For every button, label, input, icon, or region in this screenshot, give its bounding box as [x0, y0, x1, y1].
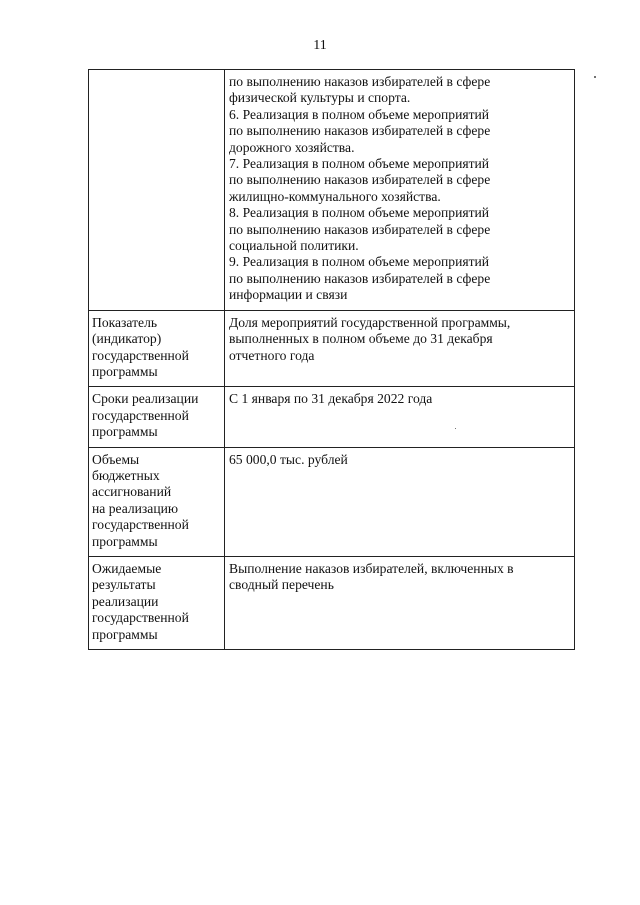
program-passport-table	[88, 69, 575, 650]
scan-speck	[594, 76, 596, 78]
row-value-line: информации и связи	[229, 287, 348, 303]
row-label-cell	[89, 447, 225, 556]
row-value-line: 9. Реализация в полном объеме мероприятий	[229, 254, 490, 270]
row-label-line: ассигнований	[92, 484, 172, 500]
scan-speck	[455, 428, 456, 429]
row-value-line: физической культуры и спорта.	[229, 90, 411, 106]
row-label-line: программы	[92, 363, 158, 379]
row-value-line: Выполнение наказов избирателей, включенных в	[229, 560, 514, 576]
row-label-line: (индикатор)	[92, 331, 162, 347]
row-value-line: социальной политики.	[229, 238, 359, 254]
row-label-line: программы	[92, 533, 158, 549]
row-value-cell	[225, 447, 575, 556]
row-value-line: 65 000,0 тыс. рублей	[229, 451, 348, 467]
page-number: 11	[313, 38, 327, 53]
row-value-line: С 1 января по 31 декабря 2022 года	[229, 391, 433, 407]
row-label-line: Сроки реализации	[92, 391, 199, 407]
row-label-cell	[89, 556, 225, 649]
row-value-line: 7. Реализация в полном объеме мероприятий	[229, 156, 490, 172]
row-value-line: по выполнению наказов избирателей в сфере	[229, 74, 491, 89]
passport-row	[89, 387, 575, 447]
row-value-line: по выполнению наказов избирателей в сфере	[229, 123, 491, 139]
row-label-line: результаты	[92, 577, 156, 593]
passport-row	[89, 556, 575, 649]
passport-row	[89, 70, 575, 311]
row-value-line: жилищно-коммунального хозяйства.	[229, 188, 441, 204]
row-label-line: Объемы	[92, 451, 140, 467]
row-value-line: по выполнению наказов избирателей в сфере	[229, 172, 491, 188]
row-label-cell	[89, 70, 225, 311]
row-value-line: дорожного хозяйства.	[229, 139, 355, 155]
row-label-line: программы	[92, 424, 158, 440]
row-value-line: выполненных в полном объеме до 31 декабря	[229, 331, 493, 347]
row-label-line: реализации	[92, 593, 159, 609]
row-value-line: отчетного года	[229, 347, 315, 363]
passport-row	[89, 447, 575, 556]
row-label-line: Показатель	[92, 314, 158, 330]
row-value-cell	[225, 387, 575, 447]
passport-row	[89, 310, 575, 387]
row-label-line: бюджетных	[92, 467, 160, 483]
row-value-line: по выполнению наказов избирателей в сфере	[229, 270, 491, 286]
passport-table-body	[89, 70, 575, 650]
row-label-line: Ожидаемые	[92, 560, 162, 576]
row-value-line: сводный перечень	[229, 577, 334, 593]
row-label-cell	[89, 310, 225, 387]
row-label-line: государственной	[92, 407, 189, 423]
row-value-cell	[225, 556, 575, 649]
row-value-line: по выполнению наказов избирателей в сфере	[229, 221, 491, 237]
row-label-line: программы	[92, 626, 158, 642]
row-value-line: 6. Реализация в полном объеме мероприятий	[229, 106, 490, 122]
row-label-line: государственной	[92, 517, 189, 533]
row-value-cell	[225, 70, 575, 311]
row-label-line: государственной	[92, 610, 189, 626]
row-value-line: 8. Реализация в полном объеме мероприятий	[229, 205, 490, 221]
row-value-line: Доля мероприятий государственной программы,	[229, 314, 511, 330]
row-value-cell	[225, 310, 575, 387]
row-label-line: на реализацию	[92, 500, 179, 516]
row-label-line: государственной	[92, 347, 189, 363]
row-label-cell	[89, 387, 225, 447]
